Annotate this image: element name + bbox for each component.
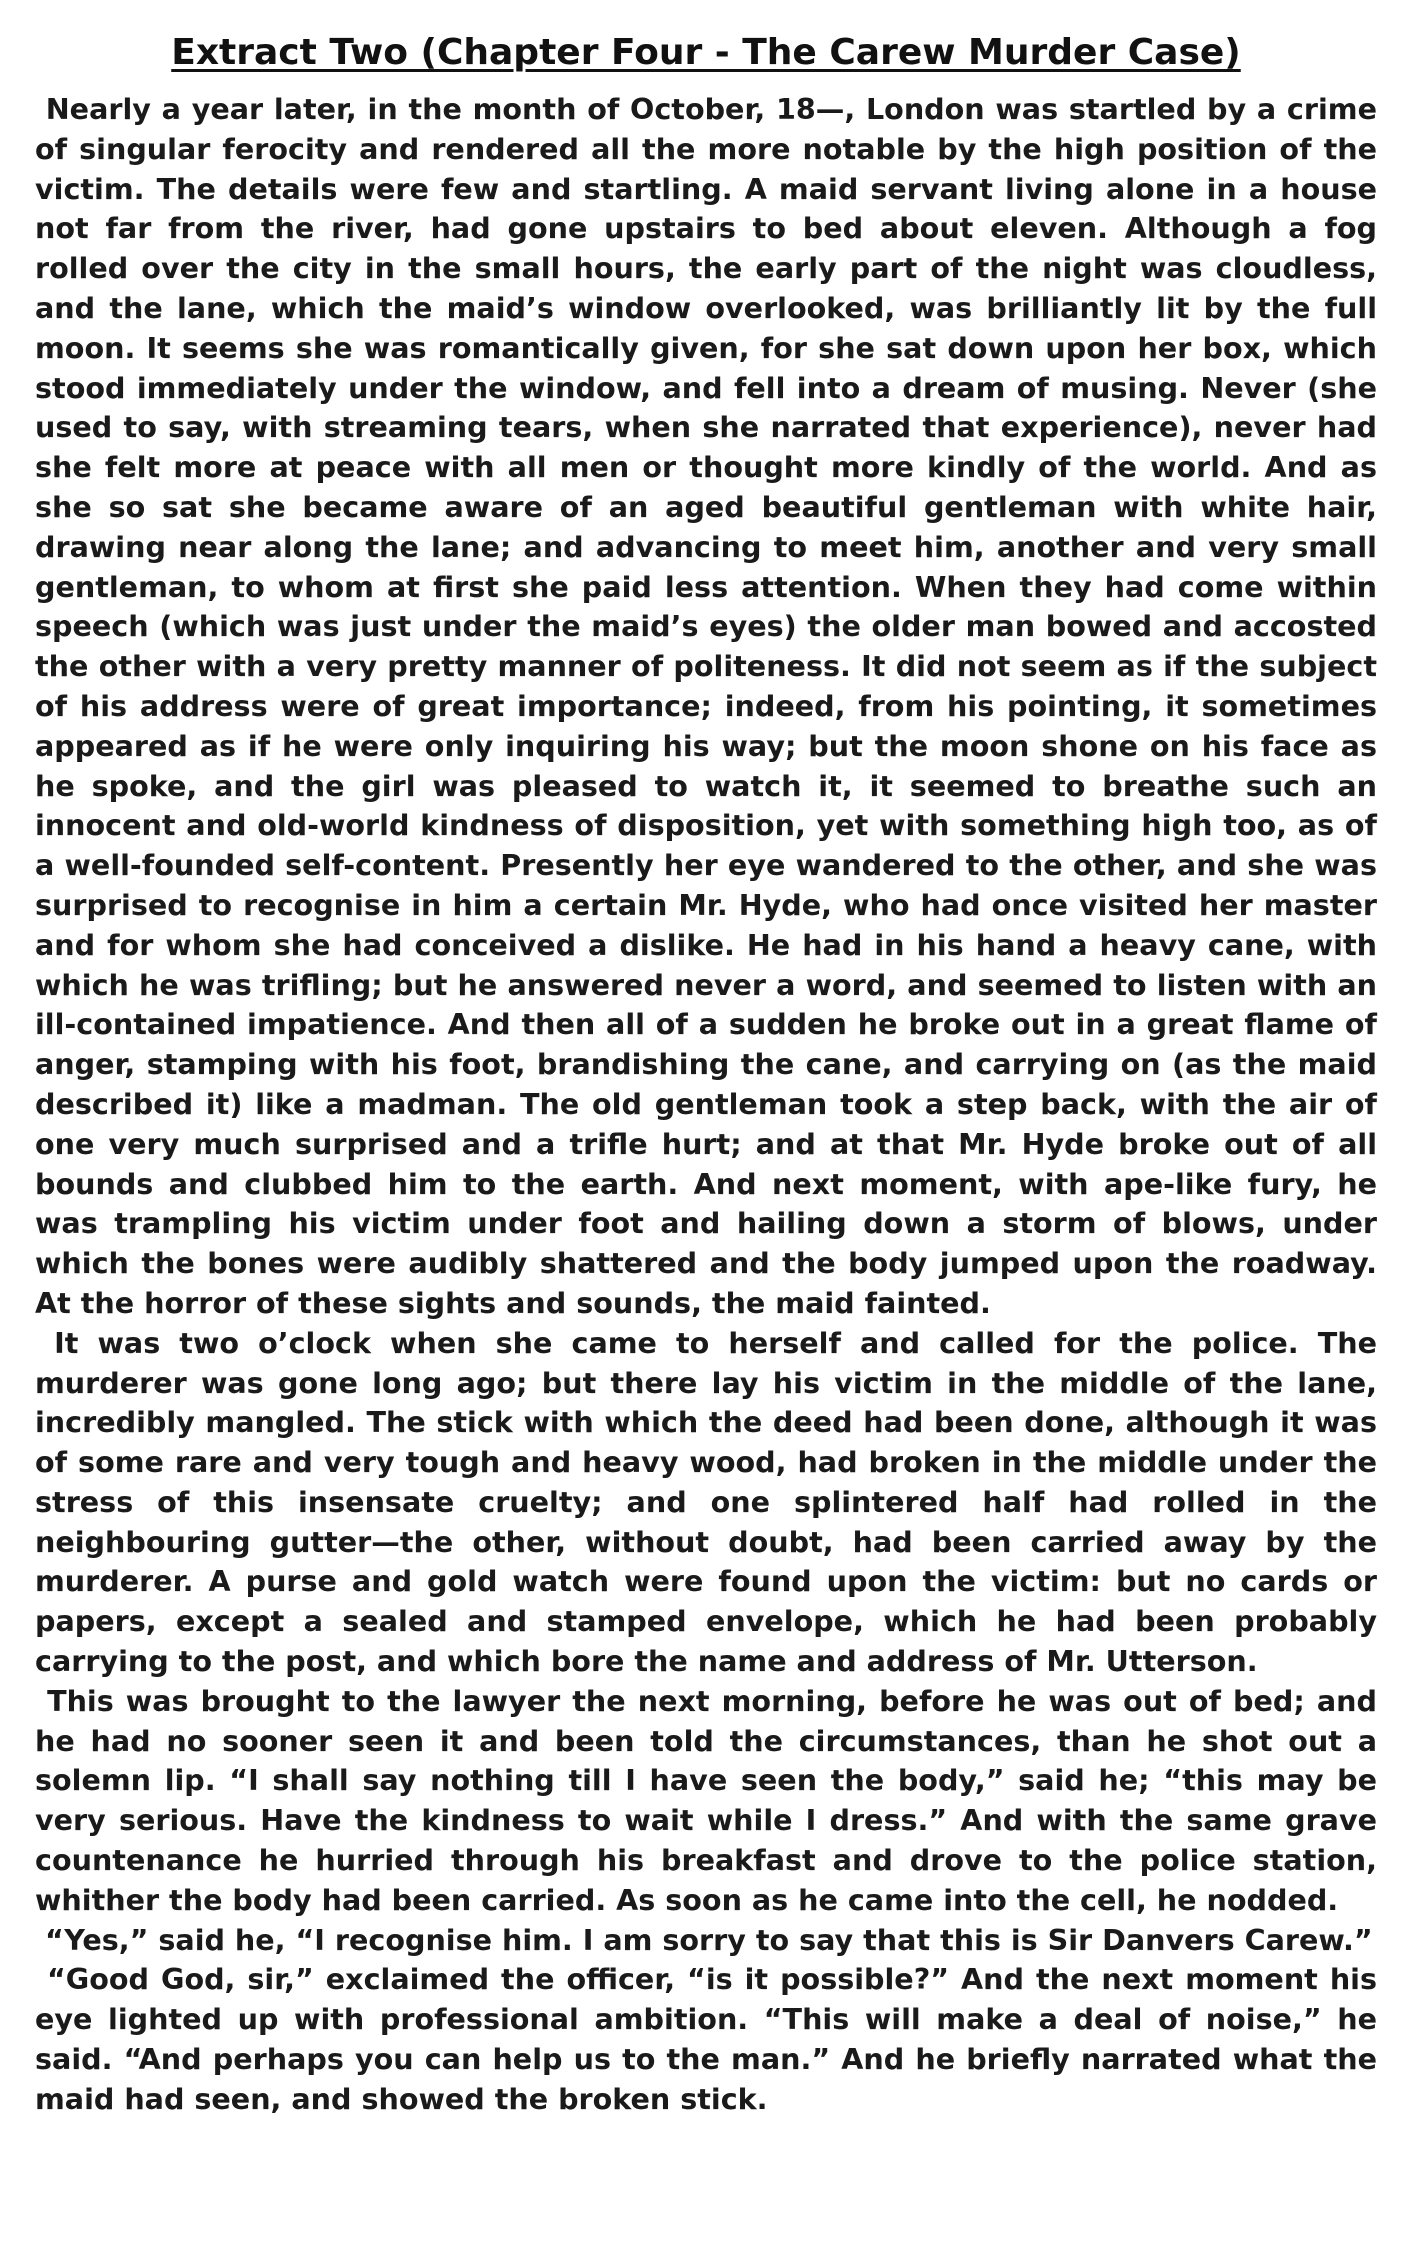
paragraph-murder-account: Nearly a year later, in the month of October, 18—, London was startled by a crime of singular ferocity and rendered all the more notable by the high position of the victim. The details were few and startling. A maid servant living alone in a house not far from the river, had gone upstairs to bed about eleven. Although a fog rolled over the city in the small hours, the early part of the night was cloudless, and the lane, which the maid’s window overlooked, was brilliantly lit by the full moon. It seems she was romantically given, for she sat down upon her box, which stood immediately under the window, and fell into a dream of musing. Never (she used to say, with streaming tears, when she narrated that experience), never had she felt more at peace with all men or thought more kindly of the world. And as she so sat she became aware of an aged beautiful gentleman with white hair, drawing near along the lane; and advancing to meet him, another and very small gentleman, to whom at first she paid less attention. When they had come within speech (which was just under the maid’s eyes) the older man bowed and accosted the other with a very pretty manner of politeness. It did not seem as if the subject of his address were of great importance; indeed, from his pointing, it sometimes appeared as if he were only inquiring his way; but the moon shone on his face as he spoke, and the girl was pleased to watch it, it seemed to breathe such an innocent and old-world kindness of disposition, yet with something high too, as of a well-founded self-content. Presently her eye wandered to the other, and she was surprised to recognise in him a certain Mr. Hyde, who had once visited her master and for whom she had conceived a dislike. He had in his hand a heavy cane, with which he was trifling; but he answered never a word, and seemed to listen with an ill-contained impatience. And then all of a sudden he broke out in a great flame of anger, stamping with his foot, brandishing the cane, and carrying on (as the maid described it) like a madman. The old gentleman took a step back, with the air of one very much surprised and a trifle hurt; and at that Mr. Hyde broke out of all bounds and clubbed him to the earth. And next moment, with ape-like fury, he was trampling his victim under foot and hailing down a storm of blows, under which the bones were audibly shattered and the body jumped upon the roadway. At the horror of these sights and sounds, the maid fainted. (35, 92, 1387, 1320)
paragraph-recognition: “Yes,” said he, “I recognise him. I am sorry to say that this is Sir Danvers Carew.” (35, 1922, 1373, 1957)
paragraph-lawyer-visit: This was brought to the lawyer the next morning, before he was out of bed; and he had no sooner seen it and been told the circumstances, than he shot out a solemn lip. “I shall say nothing till I have seen the body,” said he; “this may be very serious. Have the kindness to wait while I dress.” And with the same grave countenance he hurried through his breakfast and drove to the police station, whither the body had been carried. As soon as he came into the cell, he nodded. (35, 1683, 1387, 1917)
extract-title: Extract Two (Chapter Four - The Carew Murder Case) (171, 32, 1241, 73)
paragraph-police-discovery: It was two o’clock when she came to herself and called for the police. The murderer was gone long ago; but there lay his victim in the middle of the lane, incredibly mangled. The stick with which the deed had been done, although it was of some rare and very tough and heavy wood, had broken in the middle under the stress of this insensate cruelty; and one splintered half had rolled in the neighbouring gutter—the other, without doubt, had been carried away by the murderer. A purse and gold watch were found upon the victim: but no cards or papers, except a sealed and stamped envelope, which he had been probably carrying to the post, and which bore the name and address of Mr. Utterson. (35, 1325, 1387, 1679)
paragraph-officer-reply: “Good God, sir,” exclaimed the officer, “is it possible?” And the next moment his eye lighted up with professional ambition. “This will make a deal of noise,” he said. “And perhaps you can help us to the man.” And he briefly narrated what the maid had seen, and showed the broken stick. (35, 1962, 1387, 2116)
document-page (35, 28, 1387, 2120)
